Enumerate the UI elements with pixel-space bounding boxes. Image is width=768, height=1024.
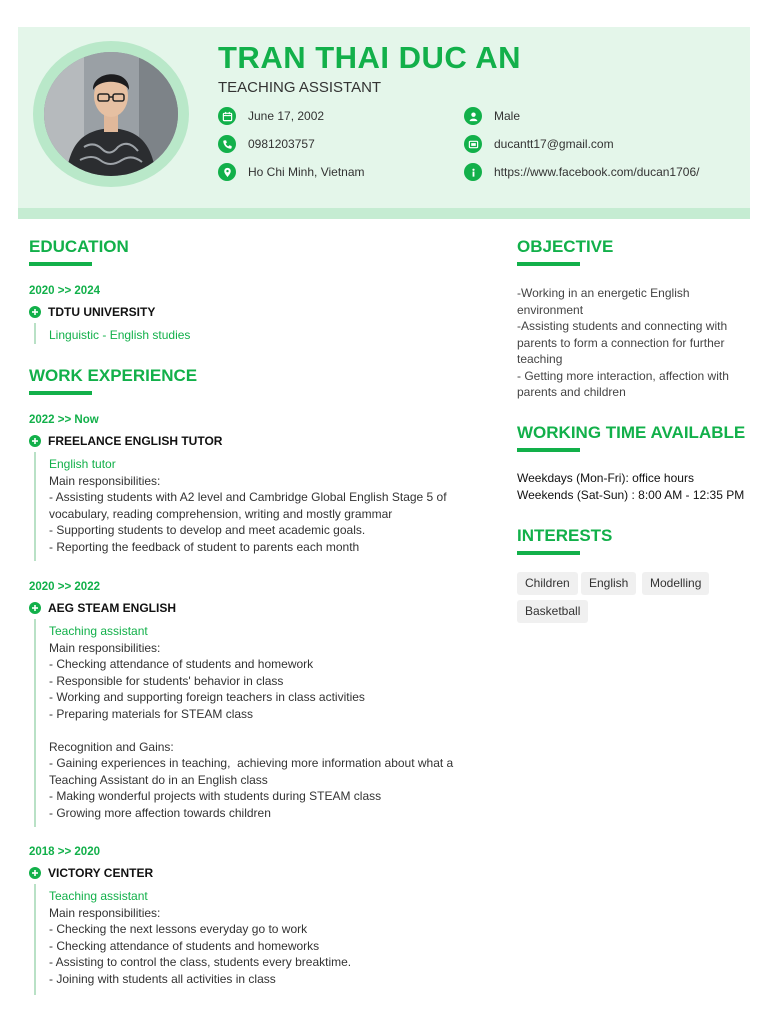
location-pin-icon: [218, 163, 236, 181]
job-line: - Reporting the feedback of student to parents each month: [49, 539, 360, 554]
job-line: - Checking attendance of students and homeworks: [49, 938, 320, 953]
job-company: AEG STEAM ENGLISH: [48, 601, 177, 615]
website-link[interactable]: https://www.facebook.com/ducan1706/: [494, 165, 700, 179]
email-text[interactable]: ducantt17@gmail.com: [494, 137, 614, 151]
location-item: [218, 162, 365, 182]
interest-tag: English: [581, 572, 636, 595]
job-line: - Growing more affection towards children: [49, 805, 271, 820]
working-time-underline: [517, 448, 580, 452]
phone-text: 0981203757: [248, 137, 315, 151]
job-title: English tutor: [49, 457, 116, 471]
job-org: [29, 601, 176, 615]
objective-line: -Working in an energetic English: [517, 286, 690, 300]
info-icon: [464, 163, 482, 181]
email-item: [464, 134, 614, 154]
gender-item: [464, 106, 520, 126]
timeline-line: [34, 452, 36, 561]
objective-line: parents and children: [517, 385, 626, 399]
job-line: Recognition and Gains:: [49, 739, 174, 754]
job-line: Main responsibilities:: [49, 473, 161, 488]
dob-item: [218, 106, 324, 126]
user-icon: [464, 107, 482, 125]
job-line: Main responsibilities:: [49, 640, 161, 655]
phone-icon: [218, 135, 236, 153]
location-text: Ho Chi Minh, Vietnam: [248, 165, 365, 179]
job-line: vocabulary, reading comprehension, writing and mostly grammar: [49, 506, 393, 521]
objective-text: [517, 285, 747, 401]
objective-line: teaching: [517, 352, 563, 366]
job-company: VICTORY CENTER: [48, 866, 154, 880]
job-date: 2022 >> Now: [29, 414, 99, 426]
education-heading: EDUCATION: [29, 237, 129, 256]
plus-circle-icon: [29, 867, 41, 879]
education-date: 2020 >> 2024: [29, 285, 100, 297]
objective-line: environment: [517, 302, 584, 317]
major-text: Linguistic - English studies: [49, 328, 191, 342]
gender-text: Male: [494, 109, 521, 123]
work-heading: WORK EXPERIENCE: [29, 366, 198, 385]
job-line: - Assisting students with A2 level and Cambridge Global English Stage 5 of: [49, 490, 447, 504]
timeline-line: [34, 619, 36, 827]
job-line: [49, 722, 469, 739]
objective-line: -Assisting students and connecting with: [517, 319, 728, 333]
job-description: [49, 888, 469, 987]
job-title: Teaching assistant: [49, 889, 148, 903]
job-description: [49, 623, 469, 821]
interest-tag: Children: [517, 572, 578, 595]
job-date: 2020 >> 2022: [29, 581, 100, 593]
plus-circle-icon: [29, 306, 41, 318]
job-title: Teaching assistant: [49, 624, 148, 638]
interest-tag: Basketball: [517, 600, 588, 623]
mail-icon: [464, 135, 482, 153]
timeline-line: [34, 884, 36, 995]
website-item: [464, 162, 699, 182]
working-time-heading: WORKING TIME AVAILABLE: [517, 423, 746, 442]
objective-underline: [517, 262, 580, 266]
job-org: [29, 866, 153, 880]
interests-underline: [517, 551, 580, 555]
job-description: [49, 456, 469, 555]
interest-tag: Modelling: [642, 572, 709, 595]
job-date: 2018 >> 2020: [29, 846, 100, 858]
education-underline: [29, 262, 92, 266]
plus-circle-icon: [29, 435, 41, 447]
timeline-line: [34, 323, 36, 344]
job-line: - Joining with students all activities in class: [49, 971, 276, 986]
job-line: - Making wonderful projects with students during STEAM class: [49, 789, 382, 803]
interests-heading: INTERESTS: [517, 526, 613, 545]
job-line: - Assisting to control the class, students every breaktime.: [49, 955, 352, 969]
job-line: Teaching Assistant do in an English class: [49, 772, 268, 787]
job-company: FREELANCE ENGLISH TUTOR: [48, 434, 223, 448]
job-line: - Responsible for students' behavior in class: [49, 673, 284, 688]
plus-circle-icon: [29, 602, 41, 614]
header-divider: [18, 208, 750, 219]
working-time-line: Weekends (Sat-Sun) : 8:00 AM - 12:35 PM: [517, 487, 745, 502]
education-detail: [49, 327, 190, 344]
calendar-icon: [218, 107, 236, 125]
job-line: - Checking the next lessons everyday go to work: [49, 922, 308, 936]
candidate-name: TRAN THAI DUC AN: [218, 40, 522, 75]
job-line: - Checking attendance of students and homework: [49, 657, 314, 671]
avatar: [44, 52, 178, 176]
school-name: TDTU UNIVERSITY: [48, 305, 156, 319]
working-time-line: Weekdays (Mon-Fri): office hours: [517, 471, 694, 485]
objective-line: parents to form a connection for further: [517, 335, 725, 350]
objective-line: - Getting more interaction, affection with: [517, 368, 729, 383]
profile-photo: [44, 52, 178, 176]
job-line: - Working and supporting foreign teachers in class activities: [49, 690, 365, 704]
job-line: Main responsibilities:: [49, 905, 161, 920]
phone-item: [218, 134, 315, 154]
dob-text: June 17, 2002: [248, 109, 325, 123]
job-org: [29, 434, 222, 448]
work-underline: [29, 391, 92, 395]
job-line: - Preparing materials for STEAM class: [49, 706, 254, 721]
job-line: - Supporting students to develop and meet academic goals.: [49, 523, 366, 537]
objective-heading: OBJECTIVE: [517, 237, 614, 256]
education-school: [29, 305, 155, 319]
working-time-text: [517, 470, 744, 503]
job-line: - Gaining experiences in teaching, achieving more information about what a: [49, 756, 454, 770]
candidate-role: TEACHING ASSISTANT: [218, 79, 382, 96]
